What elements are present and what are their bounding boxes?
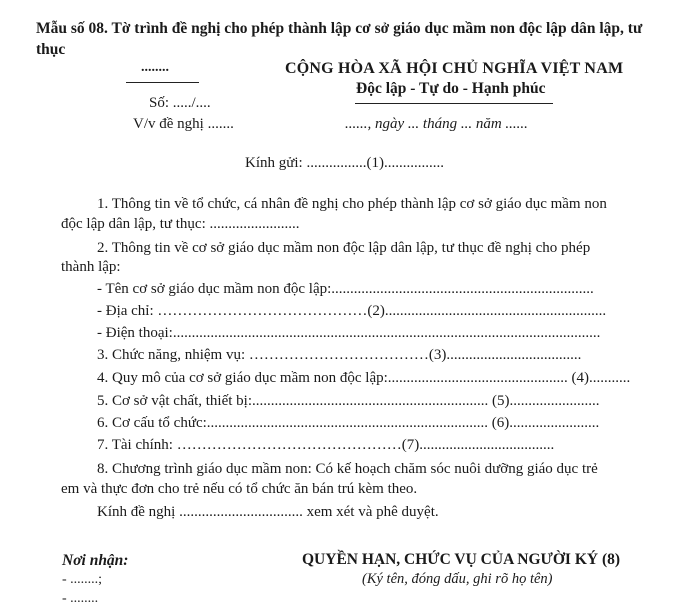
item-1-line-2: độc lập dân lập, tư thục: ........................: [61, 216, 300, 232]
item-2-phone: - Điện thoại:..................................................................................................................: [97, 325, 601, 341]
issuing-org-placeholder: ........: [141, 60, 169, 75]
item-3: 3. Chức năng, nhiệm vụ: ………………………………(3)....................................: [97, 347, 582, 363]
nation-title: CỘNG HÒA XÃ HỘI CHỦ NGHĨA VIỆT NAM: [285, 60, 624, 77]
org-underline: [126, 82, 199, 83]
item-2-line-2: thành lập:: [61, 259, 121, 275]
item-8-line-1: 8. Chương trình giáo dục mầm non: Có kế hoạch chăm sóc nuôi dưỡng giáo dục trẻ: [97, 461, 598, 477]
item-5: 5. Cơ sở vật chất, thiết bị:............................................................... (5)........................: [97, 393, 600, 409]
item-2-line-1: 2. Thông tin về cơ sở giáo dục mầm non độc lập dân lập, tư thục đề nghị cho phép: [97, 240, 591, 256]
date-line: ......, ngày ... tháng ... năm ......: [345, 116, 528, 132]
form-title: Mẫu số 08. Tờ trình đề nghị cho phép thành lập cơ sở giáo dục mầm non độc lập dân lập, tư thục: [36, 20, 643, 58]
item-2-address: - Địa chỉ: ……………………………………(2)...........................................................: [97, 303, 607, 319]
item-6: 6. Cơ cấu tổ chức:........................................................................... (6)........................: [97, 415, 600, 431]
document-number: Số: ...../....: [149, 95, 211, 111]
national-motto: Độc lập - Tự do - Hạnh phúc: [356, 80, 546, 97]
item-4: 4. Quy mô của cơ sở giáo dục mầm non độc lập:................................................ (4)...........: [97, 370, 631, 386]
motto-underline: [355, 103, 553, 104]
recipient-2: - ........: [62, 591, 99, 606]
signer-authority-title: QUYỀN HẠN, CHỨC VỤ CỦA NGƯỜI KÝ (8): [302, 551, 621, 568]
recipients-label: Nơi nhận:: [62, 552, 129, 569]
item-7: 7. Tài chính: ………………………………………(7)....................................: [97, 437, 555, 453]
signature-instruction: (Ký tên, đóng dấu, ghi rõ họ tên): [362, 571, 553, 587]
item-2-name: - Tên cơ sở giáo dục mầm non độc lập:......................................................................: [97, 281, 594, 297]
subject-line: V/v đề nghị .......: [133, 116, 234, 132]
recipient-1: - ........;: [62, 572, 103, 587]
request-line: Kính đề nghị ................................. xem xét và phê duyệt.: [97, 504, 439, 520]
item-1-line-1: 1. Thông tin về tổ chức, cá nhân đề nghị cho phép thành lập cơ sở giáo dục mầm non: [97, 196, 607, 212]
item-8-line-2: em và thực đơn cho trẻ nếu có tổ chức ăn bán trú kèm theo.: [61, 481, 418, 497]
addressee-line: Kính gửi: ................(1)................: [245, 155, 444, 171]
